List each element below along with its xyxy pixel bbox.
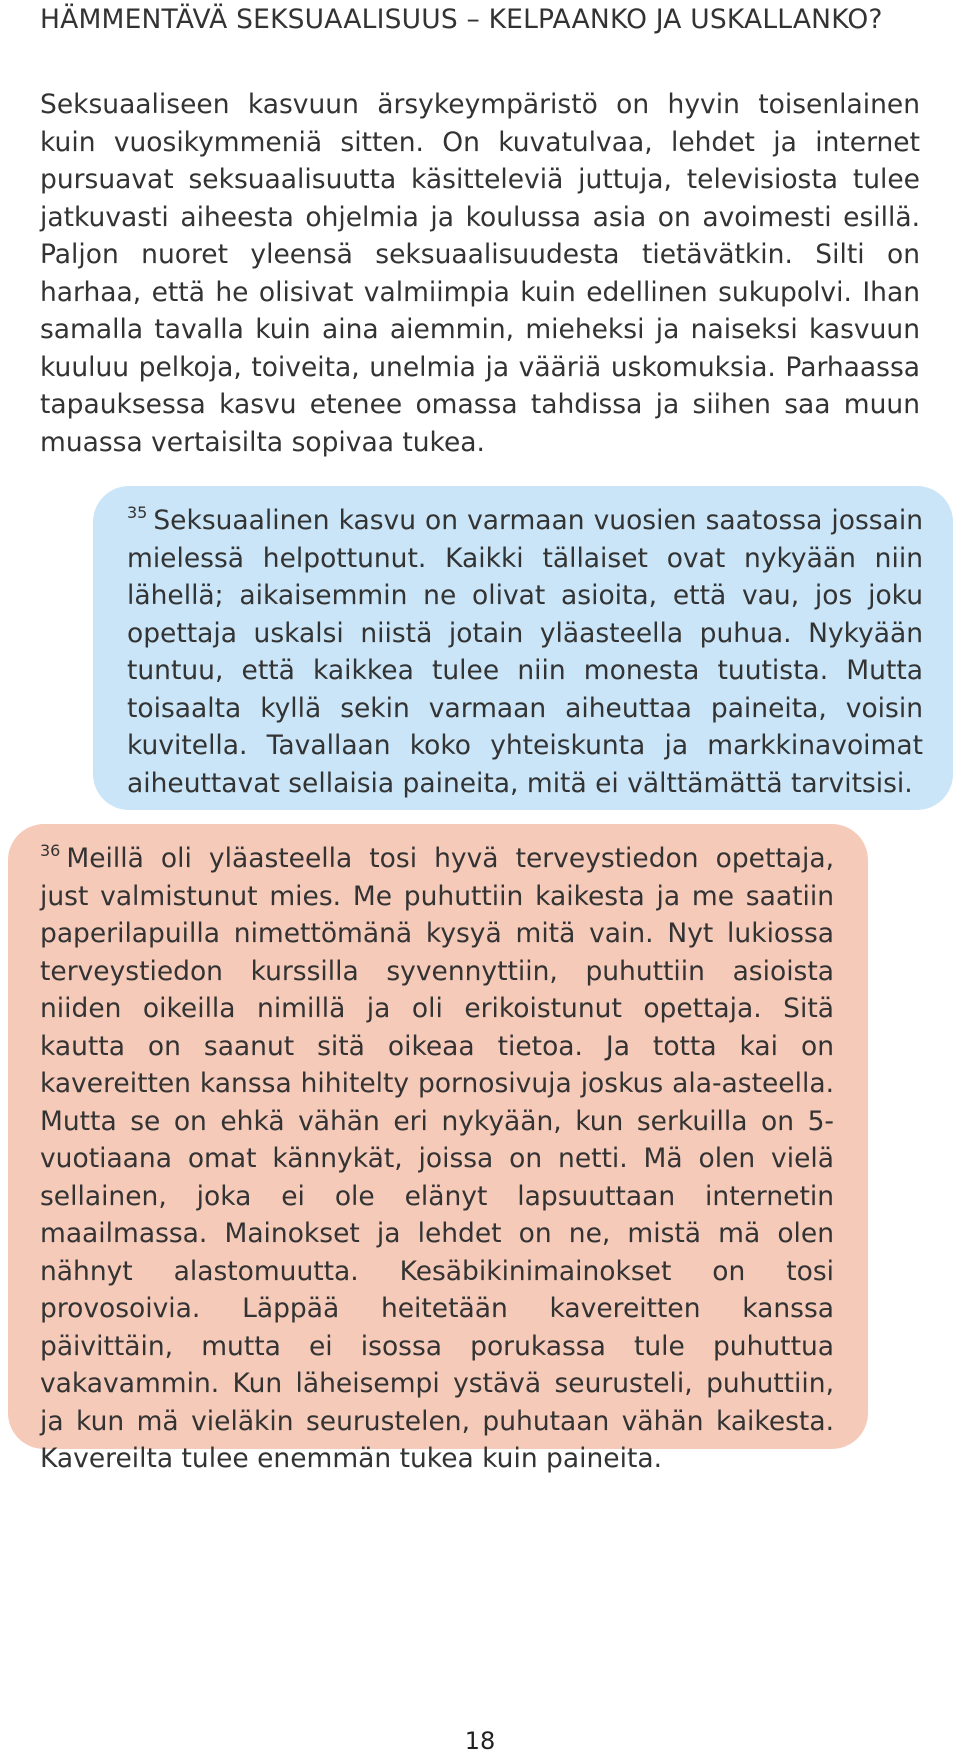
page-number: 18 — [464, 1727, 496, 1755]
quote-text: Meillä oli yläasteella tosi hyvä terveystiedon opettaja, just valmistunut mies. Me puhuttiin kaikesta ja me saatiin paperilapuilla nimettömänä kysyä mitä vain. Nyt lukiossa terveystiedon kurssilla syvennyttiin, puhuttiin asioista niiden oikeilla nimillä ja oli erikoistunut opettaja. Sitä kautta on saanut sitä oikeaa tietoa. Ja totta kai on kavereitten kanssa hihitelty pornosivuja joskus ala-asteella. Mutta se on ehkä vähän eri nykyään, kun serkuilla on 5-vuotiaana omat kännykät, joissa on netti. Mä olen vielä sellainen, joka ei ole elänyt lapsuuttaan internetin maailmassa. Mainokset ja lehdet on ne, mistä mä olen nähnyt alastomuutta. Kesäbikinimainokset on tosi provosoivia. Läppää heitetään kavereitten kanssa päivittäin, mutta ei isossa porukassa tule puhuttua vakavammin. Kun läheisempi ystävä seurusteli, puhuttiin, ja kun mä vieläkin seurustelen, puhutaan vähän kaikesta. Kavereilta tulee enemmän tukea kuin paineita. — [40, 843, 834, 1474]
quote-number: 36 — [40, 841, 61, 860]
page-title: HÄMMENTÄVÄ SEKSUAALISUUS – KELPAANKO JA USKALLANKO? — [40, 4, 883, 35]
quote-box-36 — [8, 824, 868, 1474]
quote-text: Seksuaalinen kasvu on varmaan vuosien saatossa jossain mielessä helpottunut. Kaikki tällaiset ovat nykyään niin lähellä; aikaisemmin ne olivat asioita, että vau, jos joku opettaja uskalsi niistä jotain yläasteella puhua. Nykyään tuntuu, että kaikkea tulee niin monesta tuutista. Mutta toisaalta kyllä sekin varmaan aiheuttaa paineita, voisin kuvitella. Tavallaan koko yhteiskunta ja markkinavoimat aiheuttavat sellaisia paineita, mitä ei välttämättä tarvitsisi. — [127, 505, 923, 799]
quote-box-35 — [93, 486, 953, 810]
quote-number: 35 — [127, 503, 148, 522]
intro-paragraph: Seksuaaliseen kasvuun ärsykeympäristö on hyvin toisenlainen kuin vuosikymmeniä sitten. On kuvatulvaa, lehdet ja internet pursuavat seksuaalisuutta käsitteleviä juttuja, televisiosta tulee jatkuvasti aiheesta ohjelmia ja koulussa asia on avoimesti esillä. Paljon nuoret yleensä seksuaalisuudesta tietävätkin. Silti on harhaa, että he olisivat valmiimpia kuin edellinen sukupolvi. Ihan samalla tavalla kuin aina aiemmin, mieheksi ja naiseksi kasvuun kuuluu pelkoja, toiveita, unelmia ja vääriä uskomuksia. Parhaassa tapauksessa kasvu etenee omassa tahdissa ja siihen saa muun muassa vertaisilta sopivaa tukea. — [40, 89, 920, 458]
